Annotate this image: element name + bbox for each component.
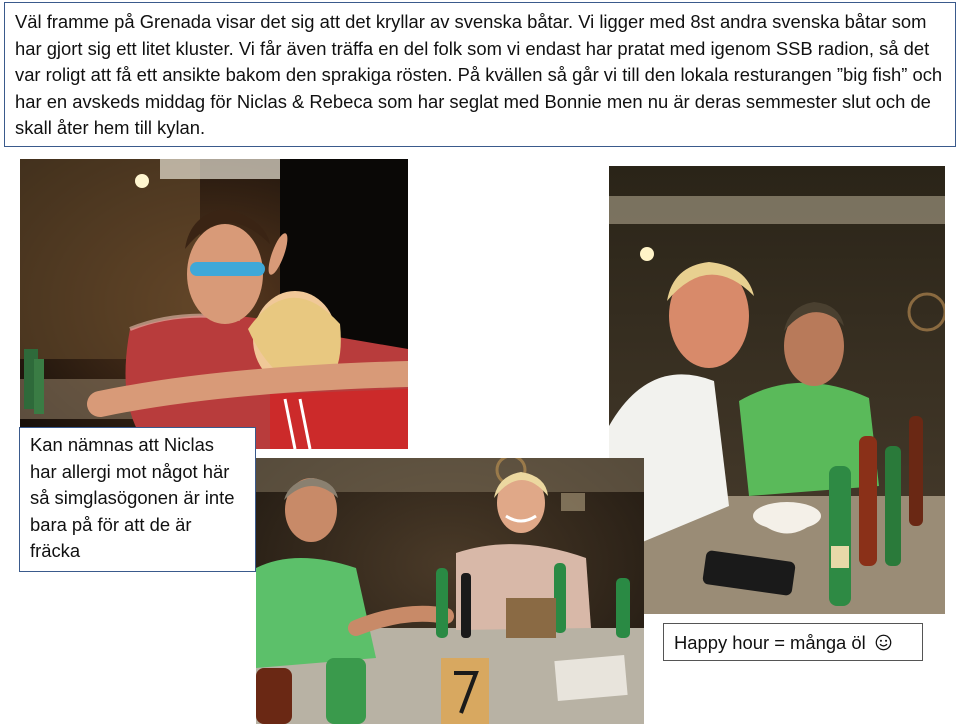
photo-couple-graphic [20, 159, 408, 449]
photo-men-eating-graphic [609, 166, 945, 614]
photo-group-table-graphic [256, 458, 644, 724]
caption-text-box [19, 427, 256, 572]
intro-text-box [4, 2, 956, 147]
happy-hour-label: Happy hour = många öl [674, 632, 866, 653]
photo-couple-goggles [20, 159, 408, 449]
photo-men-eating [609, 166, 945, 614]
intro-paragraph: Väl framme på Grenada visar det sig att det kryllar av svenska båtar. Vi ligger med 8st andra svenska båtar som har gjort sig ett litet kluster. Vi får även träffa en del folk som vi endast har pratat med igenom SSB radion, så det var roligt att få ett ansikte bakom den sprakiga rösten. På kvällen så går vi till den lokala resturangen ”big fish” och har en avskeds middag för Niclas & Rebeca som har seglat med Bonnie men nu är deras semmester slut och de skall åter hem till kylan. [15, 11, 943, 138]
caption-paragraph: Kan nämnas att Niclas har allergi mot något här så simglasögonen är inte bara på för att de är fräcka [30, 434, 235, 561]
photo-group-table [256, 458, 644, 724]
smiley-face-icon [875, 632, 892, 658]
happy-hour-text-box [663, 623, 923, 661]
smiley-face-graphic [875, 634, 892, 651]
